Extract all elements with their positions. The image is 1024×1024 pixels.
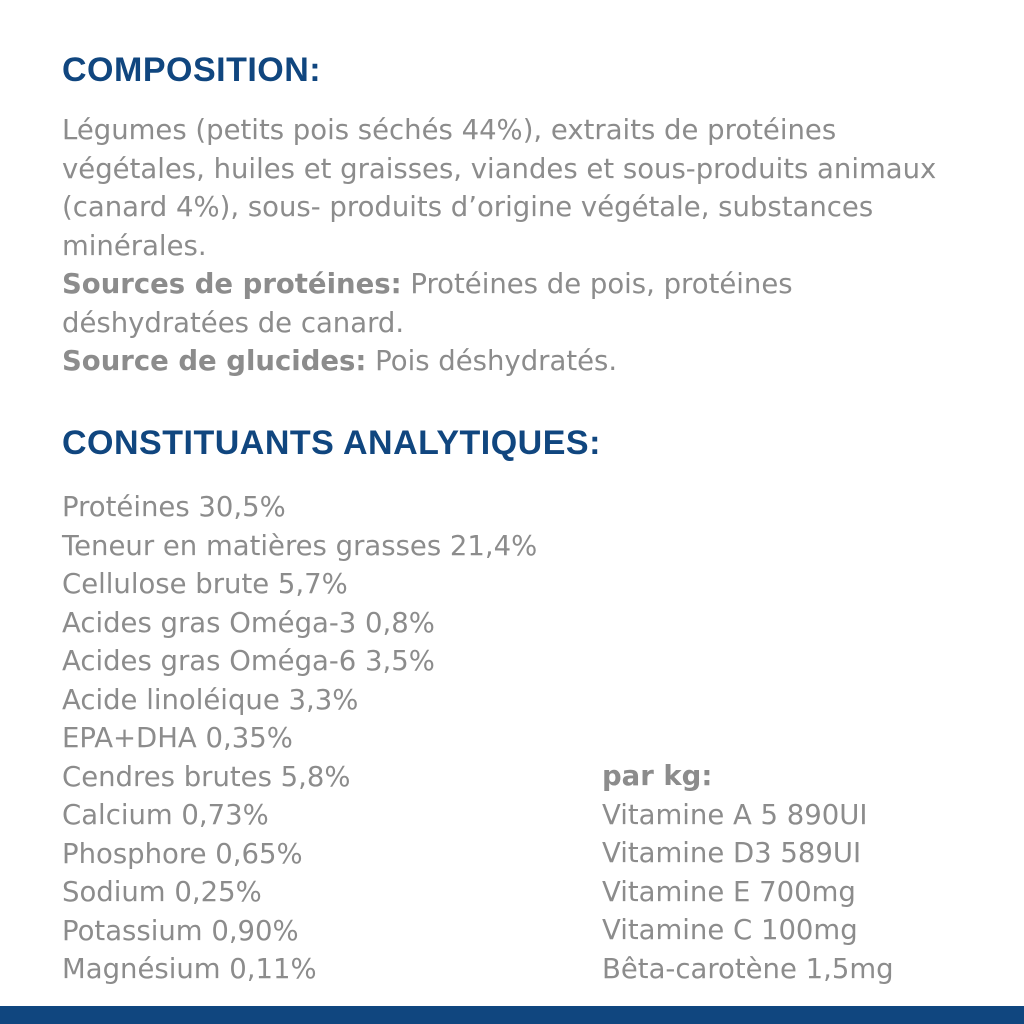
carb-source-label: Source de glucides: [62, 345, 367, 378]
bottom-accent-bar [0, 1006, 1024, 1024]
vitamin-line: Vitamine C 100mg [602, 914, 858, 947]
nutrient-line: Calcium 0,73% [62, 799, 269, 832]
nutrient-line: Sodium 0,25% [62, 876, 262, 909]
protein-sources-value: Protéines de pois, protéines déshydratées de canard. [62, 268, 793, 339]
analytical-title: CONSTITUANTS ANALYTIQUES: [62, 423, 601, 462]
vitamin-column [602, 488, 962, 988]
nutrient-column [62, 488, 602, 989]
vitamin-line: Vitamine E 700mg [602, 875, 856, 908]
nutrient-line: Phosphore 0,65% [62, 837, 303, 870]
vitamin-column-spacer [602, 488, 962, 757]
protein-sources-label: Sources de protéines: [62, 268, 402, 301]
nutrient-line: Protéines 30,5% [62, 491, 286, 524]
composition-paragraph: Légumes (petits pois séchés 44%), extraits de protéines végétales, huiles et graisses, viandes et sous-produits animaux (canard 4%), sous- produits d’origine végétale, substances minérales. [62, 114, 937, 262]
protein-sources-line [62, 265, 962, 342]
nutrient-line: EPA+DHA 0,35% [62, 722, 293, 755]
nutrient-line: Acide linoléique 3,3% [62, 683, 359, 716]
vitamin-line: Vitamine A 5 890UI [602, 798, 868, 831]
nutrient-line: Potassium 0,90% [62, 914, 299, 947]
nutrient-line: Cellulose brute 5,7% [62, 568, 348, 601]
carb-source-value: Pois déshydratés. [375, 345, 618, 378]
nutrient-line: Acides gras Oméga-6 3,5% [62, 645, 435, 678]
composition-title: COMPOSITION: [62, 51, 322, 89]
nutrient-line: Acides gras Oméga-3 0,8% [62, 606, 435, 639]
nutrient-line: Magnésium 0,11% [62, 953, 317, 986]
vitamin-line: Bêta-carotène 1,5mg [602, 952, 894, 985]
nutrient-line: Cendres brutes 5,8% [62, 760, 351, 793]
nutrient-line: Teneur en matières grasses 21,4% [62, 529, 538, 562]
analytical-columns [62, 488, 962, 989]
composition-block [62, 111, 962, 381]
vitamins-heading: par kg: [602, 760, 713, 793]
carb-source-line [62, 342, 962, 381]
vitamin-line: Vitamine D3 589UI [602, 837, 862, 870]
